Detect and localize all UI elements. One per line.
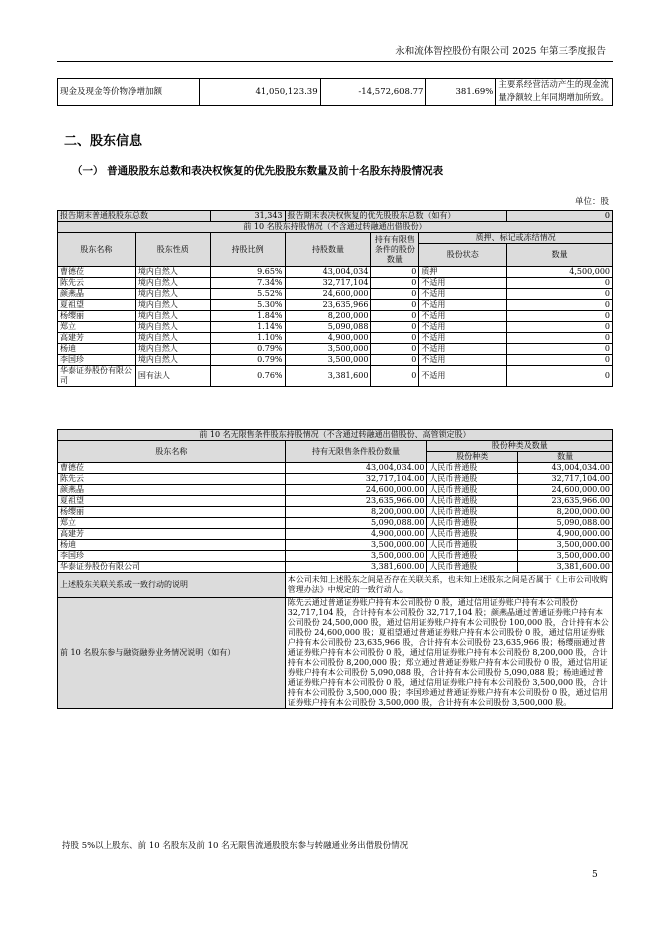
shareholder-name: 高建芳 (58, 333, 136, 344)
shareholder-qty: 24,600,000 (285, 289, 371, 300)
shareholder-ratio: 9.65% (210, 267, 285, 278)
shareholder-count: 0 (507, 278, 613, 289)
subsection-title: （一） 普通股股东总数和表决权恢复的优先股股东数量及前十名股东持股情况表 (72, 165, 444, 177)
unrestricted-row (58, 463, 613, 474)
shareholder-restricted: 0 (371, 311, 419, 322)
shareholder-count: 0 (507, 333, 613, 344)
shareholder-nature: 境内自然人 (135, 333, 210, 344)
unrestricted-qty: 43,004,034.00 (285, 463, 427, 474)
unrestricted-kind: 人民币普通股 (427, 551, 518, 562)
col2-kind: 股份种类 (427, 452, 518, 463)
pref-holders-label: 报告期末表决权恢复的优先股股东总数（如有） (285, 211, 507, 222)
shareholder-qty: 5,090,088 (285, 322, 371, 333)
unrestricted-count: 4,900,000.00 (518, 529, 613, 540)
shareholder-count: 0 (507, 311, 613, 322)
shareholder-ratio: 0.76% (210, 366, 285, 387)
total-holders-value: 31,343 (210, 211, 285, 222)
shareholder-row (58, 322, 613, 333)
col-nature: 股东性质 (135, 233, 210, 267)
shareholder-row (58, 267, 613, 278)
shareholder-status: 不适用 (419, 366, 507, 387)
shareholder-status: 不适用 (419, 355, 507, 366)
margin-text: 陈先云通过普通证券账户持有本公司股份 0 股，通过信用证券账户持有本公司股份 32,717,104 股，合计持有本公司股份 32,717,104 股；颜燕晶通过普通证券账户持有本公司股份 24,500,000 股，通过信用证券账户持有本公司股份 100,000 股，合计持有本公司股份 24,600,000 股；夏祖望通过普通证券账户持有本公司股份 0 股，通过信用证券账户持有本公司股份 23,635,966 股，合计持有本公司股份 23,635,966 股；杨缨丽通过普通证券账户持有本公司股份 0 股，通过信用证券账户持有本公司股份 8,200,000 股，合计持有本公司股份 8,200,000 股；郑立通过普通证券账户持有本公司股份 0 股，通过信用证券账户持有本公司股份 5,090,088 股，合计持有本公司股份 5,090,088 股；杨迪通过普通证券账户持有本公司股份 0 股，通过信用证券账户持有本公司股份 3,500,000 股，合计持有本公司股份 3,500,000 股；李国珍通过普通证券账户持有本公司股份 0 股，通过信用证券账户持有本公司股份 3,500,000 股，合计持有本公司股份 3,500,000 股。 (285, 598, 612, 709)
summary-change: 381.69% (426, 79, 496, 106)
unrestricted-qty: 4,900,000.00 (285, 529, 427, 540)
summary-reason: 主要系经营活动产生的现金流量净额较上年同期增加所致。 (496, 79, 613, 106)
shareholder-status: 不适用 (419, 333, 507, 344)
shareholder-count: 0 (507, 344, 613, 355)
col-pledge: 质押、标记或冻结情况 (419, 233, 613, 244)
col-qty: 持股数量 (285, 233, 371, 267)
shareholder-status: 不适用 (419, 300, 507, 311)
shareholder-row (58, 344, 613, 355)
shareholder-nature: 境内自然人 (135, 322, 210, 333)
shareholder-count: 0 (507, 300, 613, 311)
shareholder-ratio: 0.79% (210, 355, 285, 366)
unrestricted-name: 曹德莅 (58, 463, 286, 474)
unit-label: 单位：股 (574, 197, 609, 207)
unrestricted-kind: 人民币普通股 (427, 463, 518, 474)
shareholder-name: 陈先云 (58, 278, 136, 289)
shareholder-row (58, 289, 613, 300)
shareholder-nature: 境内自然人 (135, 289, 210, 300)
unrestricted-qty: 3,500,000.00 (285, 540, 427, 551)
unrestricted-count: 5,090,088.00 (518, 518, 613, 529)
unrestricted-count: 3,500,000.00 (518, 540, 613, 551)
col2-qty: 持有无限售条件股份数量 (285, 441, 427, 463)
unrestricted-row (58, 485, 613, 496)
unrestricted-name: 夏祖望 (58, 496, 286, 507)
shareholder-nature: 国有法人 (135, 366, 210, 387)
shareholder-status: 不适用 (419, 311, 507, 322)
unrestricted-qty: 3,381,600.00 (285, 562, 427, 573)
shareholder-qty: 4,900,000 (285, 333, 371, 344)
shareholder-count: 0 (507, 366, 613, 387)
unrestricted-name: 李国珍 (58, 551, 286, 562)
summary-current: 41,050,123.39 (199, 79, 320, 106)
shareholder-name: 郑立 (58, 322, 136, 333)
unrestricted-kind: 人民币普通股 (427, 540, 518, 551)
shareholder-restricted: 0 (371, 366, 419, 387)
shareholder-count: 0 (507, 289, 613, 300)
unrestricted-row (58, 518, 613, 529)
relation-label: 上述股东关联关系或一致行动的说明 (58, 573, 286, 598)
shareholder-ratio: 1.10% (210, 333, 285, 344)
unrestricted-row (58, 496, 613, 507)
unrestricted-kind: 人民币普通股 (427, 485, 518, 496)
shareholder-nature: 境内自然人 (135, 300, 210, 311)
col2-name: 股东名称 (58, 441, 286, 463)
shareholder-qty: 3,500,000 (285, 355, 371, 366)
shareholder-status: 不适用 (419, 278, 507, 289)
shareholder-row (58, 300, 613, 311)
unrestricted-count: 32,717,104.00 (518, 474, 613, 485)
shareholder-name: 杨迪 (58, 344, 136, 355)
shareholder-name: 李国珍 (58, 355, 136, 366)
unrestricted-kind: 人民币普通股 (427, 507, 518, 518)
shareholder-qty: 3,381,600 (285, 366, 371, 387)
shareholder-ratio: 7.34% (210, 278, 285, 289)
shareholder-count: 0 (507, 355, 613, 366)
shareholder-nature: 境内自然人 (135, 278, 210, 289)
shareholder-restricted: 0 (371, 355, 419, 366)
shareholder-restricted: 0 (371, 344, 419, 355)
shareholder-nature: 境内自然人 (135, 344, 210, 355)
shareholder-restricted: 0 (371, 322, 419, 333)
pref-holders-value: 0 (507, 211, 613, 222)
shareholder-restricted: 0 (371, 300, 419, 311)
unrestricted-row (58, 474, 613, 485)
shareholder-nature: 境内自然人 (135, 355, 210, 366)
unrestricted-qty: 32,717,104.00 (285, 474, 427, 485)
shareholder-count: 4,500,000 (507, 267, 613, 278)
unrestricted-row (58, 529, 613, 540)
unrestricted-kind: 人民币普通股 (427, 529, 518, 540)
col2-count: 数量 (518, 452, 613, 463)
page-number: 5 (592, 870, 598, 880)
shareholder-row (58, 311, 613, 322)
shareholder-row (58, 366, 613, 387)
unrestricted-qty: 3,500,000.00 (285, 551, 427, 562)
unrestricted-name: 陈先云 (58, 474, 286, 485)
unrestricted-count: 24,600,000.00 (518, 485, 613, 496)
col-name: 股东名称 (58, 233, 136, 267)
shareholder-status: 不适用 (419, 289, 507, 300)
shareholder-restricted: 0 (371, 278, 419, 289)
shareholder-row (58, 355, 613, 366)
footer-note: 持股 5%以上股东、前 10 名股东及前 10 名无限售流通股股东参与转融通业务出借股份情况 (62, 841, 409, 851)
unrestricted-count: 23,635,966.00 (518, 496, 613, 507)
shareholder-qty: 3,500,000 (285, 344, 371, 355)
cash-summary-table (57, 78, 613, 106)
shareholder-qty: 32,717,104 (285, 278, 371, 289)
unrestricted-qty: 24,600,000.00 (285, 485, 427, 496)
relation-text: 本公司未知上述股东之间是否存在关联关系，也未知上述股东之间是否属于《上市公司收购管理办法》中规定的一致行动人。 (285, 573, 612, 598)
unrestricted-count: 3,381,600.00 (518, 562, 613, 573)
unrestricted-shareholders-table (57, 429, 613, 709)
shareholder-name: 夏祖望 (58, 300, 136, 311)
unrestricted-kind: 人民币普通股 (427, 496, 518, 507)
shareholder-status: 质押 (419, 267, 507, 278)
top10-shareholders-table (57, 210, 613, 387)
unrestricted-row (58, 551, 613, 562)
shareholder-status: 不适用 (419, 344, 507, 355)
shareholder-restricted: 0 (371, 267, 419, 278)
unrestricted-name: 颜燕晶 (58, 485, 286, 496)
col-restricted: 持有有限售条件的股份数量 (371, 233, 419, 267)
shareholder-ratio: 1.84% (210, 311, 285, 322)
shareholder-restricted: 0 (371, 289, 419, 300)
header-divider (57, 61, 613, 62)
col-ratio: 持股比例 (210, 233, 285, 267)
unrestricted-name: 郑立 (58, 518, 286, 529)
unrestricted-kind: 人民币普通股 (427, 562, 518, 573)
shareholder-restricted: 0 (371, 333, 419, 344)
unrestricted-qty: 5,090,088.00 (285, 518, 427, 529)
shareholder-qty: 8,200,000 (285, 311, 371, 322)
unrestricted-qty: 8,200,000.00 (285, 507, 427, 518)
col2-kind-group: 股份种类及数量 (427, 441, 613, 452)
shareholder-row (58, 278, 613, 289)
shareholder-row (58, 333, 613, 344)
unrestricted-name: 杨迪 (58, 540, 286, 551)
shareholder-qty: 43,004,034 (285, 267, 371, 278)
unrestricted-count: 8,200,000.00 (518, 507, 613, 518)
section-title: 二、股东信息 (64, 134, 143, 149)
col-status: 股份状态 (419, 244, 507, 267)
shareholder-name: 华泰证券股份有限公司 (58, 366, 136, 387)
shareholder-nature: 境内自然人 (135, 311, 210, 322)
shareholder-ratio: 5.30% (210, 300, 285, 311)
shareholder-ratio: 0.79% (210, 344, 285, 355)
margin-label: 前 10 名股东参与融资融券业务情况说明（如有） (58, 598, 286, 709)
unrestricted-qty: 23,635,966.00 (285, 496, 427, 507)
shareholder-name: 杨缨丽 (58, 311, 136, 322)
shareholder-status: 不适用 (419, 322, 507, 333)
shareholder-ratio: 1.14% (210, 322, 285, 333)
unrestricted-name: 高建芳 (58, 529, 286, 540)
unrestricted-row (58, 562, 613, 573)
top10-title: 前 10 名股东持股情况（不含通过转融通出借股份） (58, 222, 613, 233)
shareholder-ratio: 5.52% (210, 289, 285, 300)
unrestricted-count: 43,004,034.00 (518, 463, 613, 474)
shareholder-count: 0 (507, 322, 613, 333)
shareholder-nature: 境内自然人 (135, 267, 210, 278)
unrestricted-name: 杨缨丽 (58, 507, 286, 518)
shareholder-name: 颜燕晶 (58, 289, 136, 300)
col-count: 数量 (507, 244, 613, 267)
unrestricted-row (58, 507, 613, 518)
unrestricted-count: 3,500,000.00 (518, 551, 613, 562)
unrestricted-kind: 人民币普通股 (427, 518, 518, 529)
shareholder-qty: 23,635,966 (285, 300, 371, 311)
unrestricted-name: 华泰证券股份有限公司 (58, 562, 286, 573)
page-header: 永和流体智控股份有限公司 2025 年第三季度报告 (395, 46, 606, 57)
summary-label: 现金及现金等价物净增加额 (58, 79, 200, 106)
unrestricted-title: 前 10 名无限售条件股东持股情况（不含通过转融通出借股份、高管锁定股） (58, 430, 613, 441)
summary-prior: -14,572,608.77 (320, 79, 426, 106)
unrestricted-row (58, 540, 613, 551)
unrestricted-kind: 人民币普通股 (427, 474, 518, 485)
total-holders-label: 报告期末普通股股东总数 (58, 211, 211, 222)
shareholder-name: 曹德莅 (58, 267, 136, 278)
